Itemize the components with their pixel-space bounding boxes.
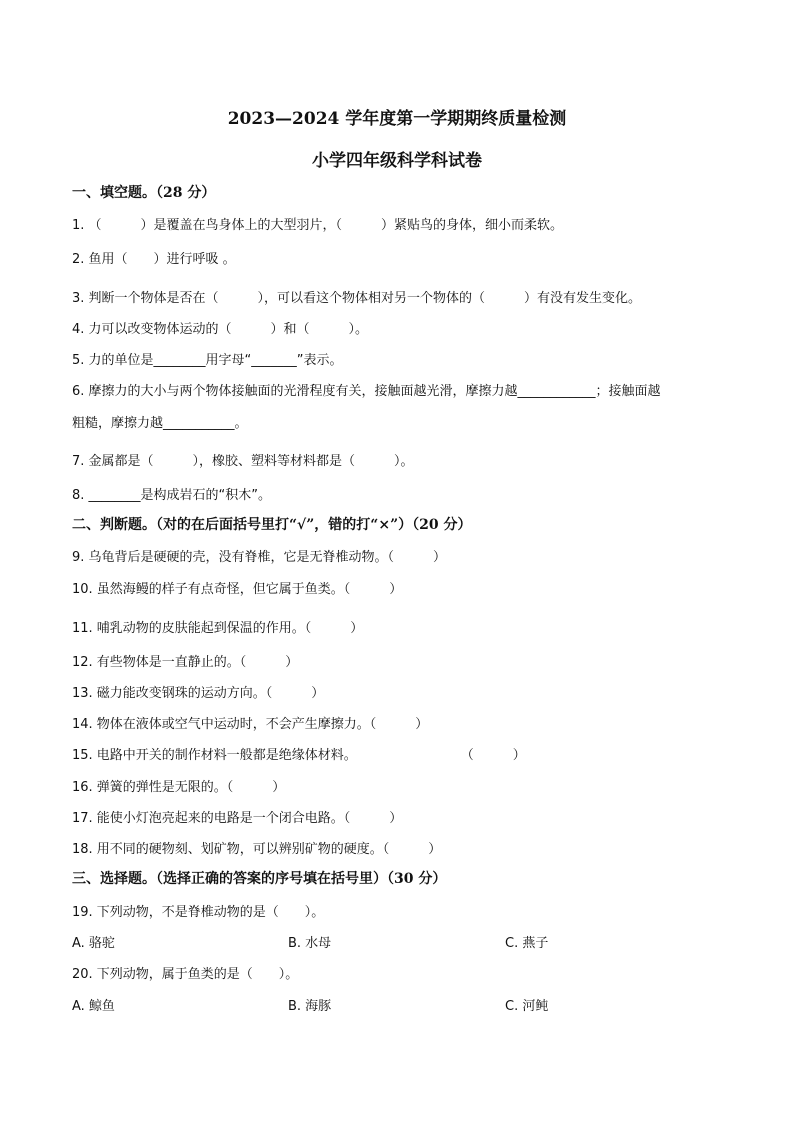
- question-19-option-c: C. 燕子: [505, 936, 549, 951]
- question-10: 10. 虽然海鳗的样子有点奇怪，但它属于鱼类。（ ）: [72, 582, 403, 597]
- question-5: 5. 力的单位是________用字母“_______”表示。: [72, 353, 343, 368]
- question-1: 1. （ ）是覆盖在鸟身体上的大型羽片，（ ）紧贴鸟的身体，细小而柔软。: [72, 218, 564, 233]
- question-6: 6. 摩擦力的大小与两个物体接触面的光滑程度有关，接触面越光滑，摩擦力越____________；接触面越: [72, 384, 661, 399]
- exam-subtitle: 小学四年级科学科试卷: [312, 151, 482, 171]
- question-9: 9. 乌龟背后是硬硬的壳，没有脊椎，它是无脊椎动物。（ ）: [72, 550, 447, 565]
- question-14: 14. 物体在液体或空气中运动时，不会产生摩擦力。（ ）: [72, 717, 429, 732]
- section-heading-fill-in: 一、填空题。（28 分）: [72, 185, 216, 201]
- question-18: 18. 用不同的硬物刻、划矿物，可以辨别矿物的硬度。（ ）: [72, 842, 442, 857]
- question-4: 4. 力可以改变物体运动的（ ）和（ ）。: [72, 322, 369, 337]
- question-7: 7. 金属都是（ ），橡胶、塑料等材料都是（ ）。: [72, 454, 414, 469]
- question-6-continued: 粗糙，摩擦力越___________。: [72, 416, 248, 431]
- question-3: 3. 判断一个物体是否在（ ），可以看这个物体相对另一个物体的（ ）有没有发生变化。: [72, 291, 642, 306]
- question-8: 8. ________是构成岩石的“积木”。: [72, 488, 272, 503]
- question-15: 15. 电路中开关的制作材料一般都是绝缘体材料。 （ ）: [72, 748, 526, 763]
- question-16: 16. 弹簧的弹性是无限的。（ ）: [72, 780, 286, 795]
- question-11: 11. 哺乳动物的皮肤能起到保温的作用。（ ）: [72, 621, 364, 636]
- section-heading-true-false: 二、判断题。（对的在后面括号里打“√”，错的打“×”）（20 分）: [72, 517, 472, 533]
- question-20-option-b: B. 海豚: [288, 999, 332, 1014]
- question-12: 12. 有些物体是一直静止的。（ ）: [72, 655, 299, 670]
- question-20-option-a: A. 鲸鱼: [72, 999, 115, 1014]
- question-19: 19. 下列动物，不是脊椎动物的是（ ）。: [72, 905, 325, 920]
- question-19-option-a: A. 骆驼: [72, 936, 115, 951]
- question-13: 13. 磁力能改变钢珠的运动方向。（ ）: [72, 686, 325, 701]
- exam-title: 2023—2024 学年度第一学期期终质量检测: [227, 109, 567, 129]
- question-20: 20. 下列动物，属于鱼类的是（ ）。: [72, 967, 299, 982]
- question-19-option-b: B. 水母: [288, 936, 332, 951]
- question-17: 17. 能使小灯泡亮起来的电路是一个闭合电路。（ ）: [72, 811, 403, 826]
- section-heading-multiple-choice: 三、选择题。（选择正确的答案的序号填在括号里）（30 分）: [72, 871, 447, 887]
- question-20-option-c: C. 河鲀: [505, 999, 549, 1014]
- question-2: 2. 鱼用（ ）进行呼吸 。: [72, 252, 236, 267]
